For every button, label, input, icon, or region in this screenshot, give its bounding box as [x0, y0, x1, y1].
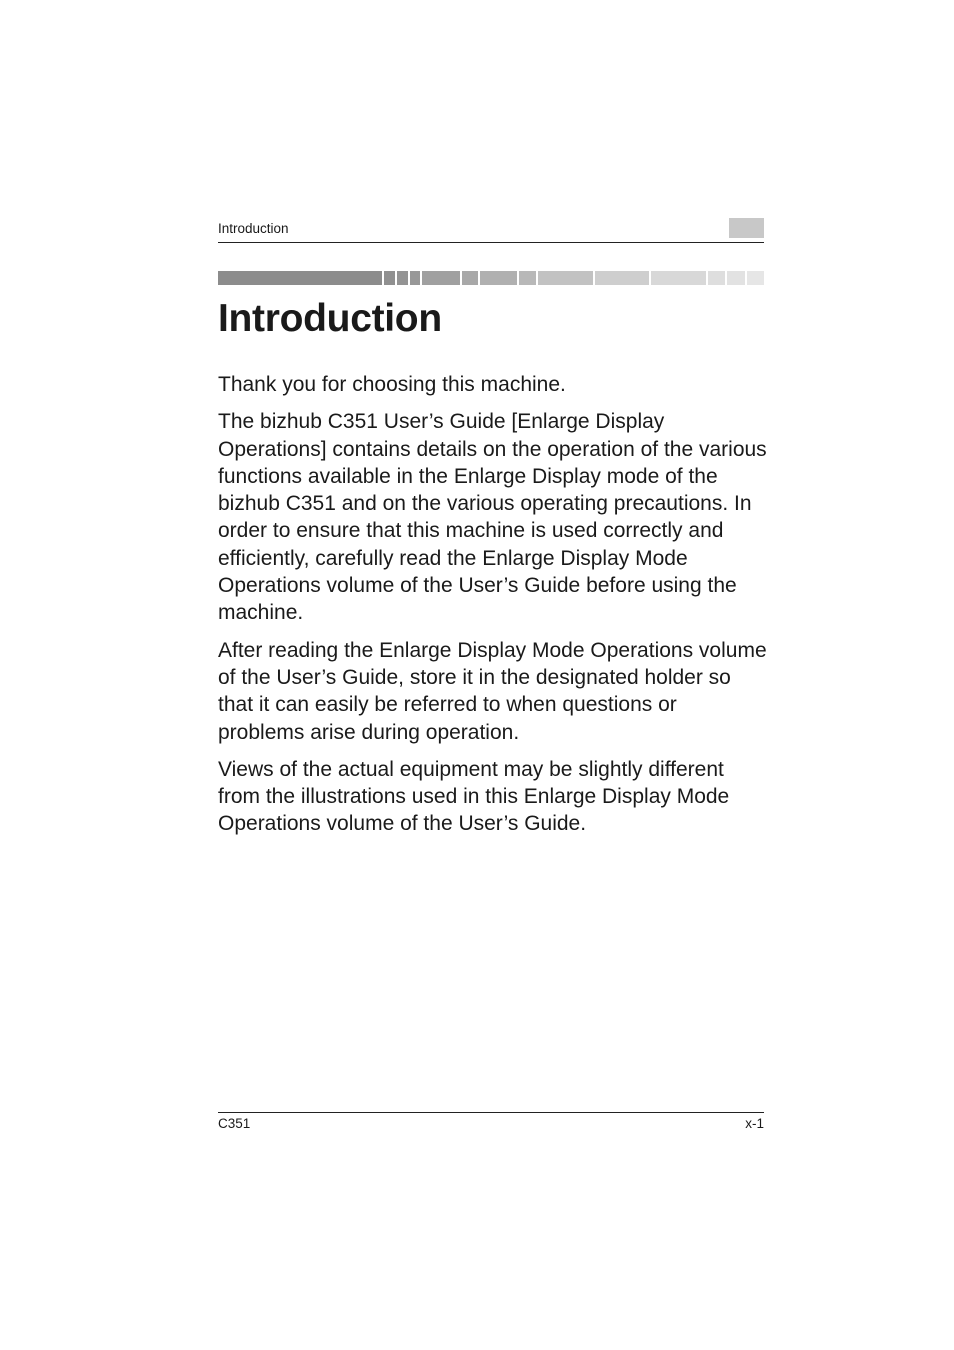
header-tab-marker: [729, 218, 764, 238]
title-bar-segment: [410, 271, 421, 285]
page-title: Introduction: [218, 297, 442, 340]
page-footer: [218, 1112, 764, 1135]
title-bar-segment: [218, 271, 382, 285]
header-section-label: Introduction: [218, 221, 289, 236]
title-bar-segment: [462, 271, 479, 285]
title-bar-segment: [727, 271, 746, 285]
paragraph: After reading the Enlarge Display Mode Operations volume of the User’s Guide, store it in the designated holder so that it can easily be referred to when questions or problems arise during operation.: [218, 638, 767, 744]
page-header: [218, 218, 764, 243]
body-text: [218, 371, 768, 848]
title-bar-segment: [480, 271, 517, 285]
paragraph: Views of the actual equipment may be slightly different from the illustrations used in this Enlarge Display Mode Operations volume of the User’s Guide.: [218, 757, 730, 836]
title-bar-segment: [538, 271, 593, 285]
title-bar-segment: [595, 271, 650, 285]
paragraph: Thank you for choosing this machine.: [218, 373, 566, 396]
title-bar-segment: [519, 271, 536, 285]
title-decoration-bar: [218, 271, 764, 285]
title-bar-segment: [708, 271, 725, 285]
footer-model: C351: [218, 1116, 251, 1131]
paragraph: The bizhub C351 User’s Guide [Enlarge Display Operations] contains details on the operation of the various functions available in the Enlarge Display mode of the bizhub C351 and on the various operating precautions. In order to ensure that this machine is used correctly and efficiently, carefully read the Enlarge Display Mode Operations volume of the User’s Guide before using the machine.: [218, 410, 767, 625]
title-bar-segment: [651, 271, 706, 285]
title-bar-segment: [422, 271, 459, 285]
title-bar-segment: [747, 271, 764, 285]
title-bar-segment: [384, 271, 395, 285]
title-bar-segment: [397, 271, 408, 285]
footer-page-number: x-1: [745, 1116, 764, 1131]
